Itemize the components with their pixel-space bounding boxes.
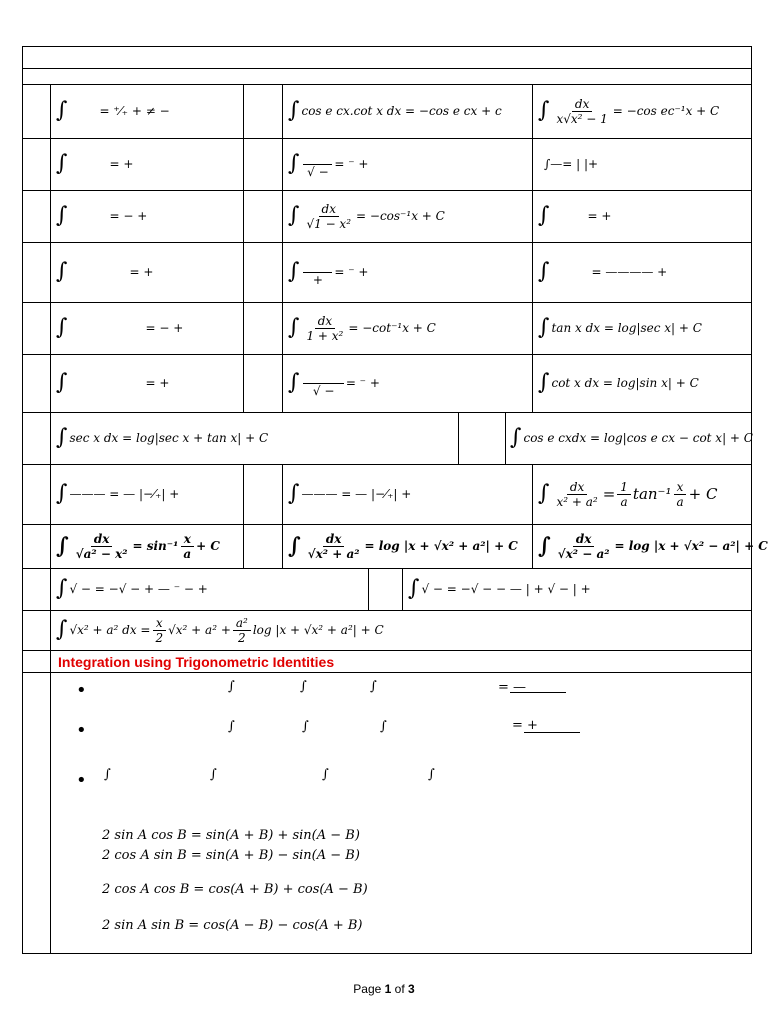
integral-sign: ∫ (300, 679, 307, 694)
formula-r6-c3 (538, 356, 750, 410)
identity-line: 2 cos A cos B = cos(A + B) + cos(A − B) (102, 882, 368, 897)
formula-text: log |x + √x² + a²| + C (252, 623, 384, 637)
fraction (673, 480, 686, 509)
formula-fragment: √ − = −√ − − — | + √ − | + (421, 582, 591, 596)
denominator: a (620, 494, 628, 509)
formula-r10-c2 (408, 570, 750, 608)
section-title: Integration using Trigonometric Identities (58, 654, 335, 670)
fraction-bar (510, 692, 566, 693)
formula-fragment: = ⁻ + (334, 265, 369, 279)
fraction (73, 532, 131, 561)
row-divider (22, 354, 752, 355)
formula-text: tan x dx = log|sec x| + C (551, 321, 702, 335)
formula-fragment: = ⁻ + (334, 157, 369, 171)
denominator: + (312, 272, 323, 287)
formula-fragment: = − + (109, 209, 148, 223)
integral-sign: ∫ (56, 617, 68, 642)
fraction (303, 369, 343, 398)
fraction (553, 97, 610, 126)
formula-r2-c1 (56, 140, 242, 188)
column-divider (532, 84, 533, 412)
formula-r3-c2 (288, 192, 530, 240)
numerator: dx (91, 532, 113, 547)
integral-sign: ∫ (56, 481, 68, 506)
formula-r6-c1 (56, 356, 242, 410)
formula-r5-c3 (538, 304, 750, 352)
integral-sign: ∫ (538, 98, 550, 123)
formula-text: = −cos ec⁻¹x + C (612, 104, 720, 118)
formula-fragment: √ − = −√ − + — ⁻ − + (69, 582, 208, 596)
integral-sign: ∫ (288, 151, 300, 176)
row-divider (22, 138, 752, 139)
formula-fragment: = + (512, 718, 538, 733)
fraction (555, 532, 613, 561)
numerator: dx (567, 480, 587, 495)
denominator: 2 (155, 630, 164, 645)
row-divider (22, 190, 752, 191)
fraction (152, 616, 166, 645)
formula-r8-c1 (56, 466, 242, 522)
formula-text: + C (196, 539, 220, 553)
formula-text: tan⁻¹ (632, 485, 672, 503)
formula-r2-c2 (288, 140, 530, 188)
formula-fragment: = + (109, 157, 134, 171)
integral-sign: ∫ (380, 719, 387, 734)
formula-fragment: = ———— + (591, 265, 668, 279)
numerator: dx (572, 97, 592, 112)
formula-r3-c1 (56, 192, 242, 240)
integral-sign: ∫ (288, 370, 300, 395)
row-divider (22, 302, 752, 303)
numerator: dx (315, 314, 335, 329)
integral-sign: ∫ (510, 425, 522, 450)
fraction (303, 202, 354, 231)
integral-sign: ∫ (538, 533, 551, 559)
integral-sign: ∫ (302, 719, 309, 734)
integral-sign: ∫ (288, 315, 300, 340)
formula-r2-c3 (544, 140, 750, 188)
denominator: 2 (238, 630, 246, 645)
integral-sign: ∫ (104, 767, 111, 782)
page-footer (0, 982, 768, 996)
denominator: √a² − x² (75, 546, 128, 561)
column-divider (458, 412, 459, 464)
formula-text: cos e cxdx = log|cos e cx − cot x| + C (523, 431, 753, 445)
row-divider (22, 568, 752, 569)
numerator: dx (573, 532, 595, 547)
integral-sign: ∫ (428, 767, 435, 782)
denominator: √1 − x² (306, 216, 352, 231)
identity-line: 2 sin A sin B = cos(A − B) − cos(A + B) (102, 918, 363, 933)
row-divider (22, 412, 752, 413)
denominator: x² + a² (556, 494, 598, 509)
row-divider (22, 464, 752, 465)
formula-fragment: ——— = — |−⁄₊| + (69, 487, 180, 501)
integral-sign: ∫ (288, 203, 300, 228)
denominator: 1 + x² (306, 328, 344, 343)
column-divider (50, 84, 51, 954)
row-divider (22, 524, 752, 525)
integral-sign: ∫ (56, 533, 69, 559)
numerator: x (181, 532, 194, 547)
formula-fragment: = — (498, 680, 527, 695)
formula-r8-c3 (538, 466, 750, 522)
equals-sign: = (602, 485, 616, 503)
formula-r7-right (510, 414, 752, 462)
formula-r1-c2 (288, 86, 530, 136)
numerator: 1 (617, 480, 631, 495)
formula-r9-c3 (538, 526, 768, 566)
column-divider (243, 84, 244, 412)
formula-fragment: = − + (145, 321, 184, 335)
integral-sign: ∫ (56, 98, 68, 123)
page-number: 1 (384, 982, 392, 996)
formula-r1-c1 (56, 86, 242, 136)
integral-sign: ∫ (288, 98, 300, 123)
row-divider (22, 242, 752, 243)
fraction (305, 532, 363, 561)
formula-fragment: = + (145, 376, 170, 390)
column-divider (532, 464, 533, 568)
integral-sign: ∫ (210, 767, 217, 782)
fraction-bar (524, 732, 580, 733)
numerator: x (674, 480, 687, 495)
denominator: x√x² − 1 (556, 111, 608, 126)
integral-sign: ∫ (228, 719, 235, 734)
formula-text: cos e cx.cot x dx = −cos e cx + c (301, 104, 502, 118)
bullet: • (76, 770, 87, 791)
formula-r9-c2 (288, 526, 530, 566)
numerator: dx (323, 532, 345, 547)
formula-text: √x² + a² dx = (69, 623, 151, 637)
formula-r8-c2 (288, 466, 530, 522)
formula-r4-c1 (56, 244, 242, 300)
bullet: • (76, 720, 87, 741)
fraction (233, 616, 251, 645)
integral-sign: ∫ (56, 151, 68, 176)
formula-r7-left (56, 414, 456, 462)
formula-fragment: = ⁻ + (345, 376, 380, 390)
numerator: x (153, 616, 166, 631)
numerator: a² (233, 616, 251, 631)
formula-r5-c2 (288, 304, 530, 352)
fraction (303, 314, 346, 343)
integral-sign: ∫ (538, 259, 550, 284)
fraction (617, 480, 631, 509)
numerator (303, 369, 343, 384)
formula-text: √x² + a² + (168, 623, 231, 637)
integral-sign: ∫ (56, 203, 68, 228)
formula-fragment: = + (129, 265, 154, 279)
fraction (180, 532, 194, 561)
formula-r9-c1 (56, 526, 242, 566)
formula-text: = sin⁻¹ (132, 539, 179, 553)
fraction (303, 258, 332, 287)
denominator: √ − (307, 164, 329, 179)
integral-sign: ∫ (56, 315, 68, 340)
formula-text: sec x dx = log|sec x + tan x| + C (69, 431, 269, 445)
fraction (303, 150, 332, 179)
formula-text: ∫—= | |+ (544, 157, 599, 171)
column-divider (282, 464, 283, 568)
footer-prefix: Page (353, 982, 385, 996)
page-total: 3 (408, 982, 415, 996)
formula-r11 (56, 612, 750, 648)
formula-r6-c2 (288, 356, 530, 410)
integral-sign: ∫ (288, 259, 300, 284)
row-divider (22, 672, 752, 673)
identity-line: 2 cos A sin B = sin(A + B) − sin(A − B) (102, 848, 360, 863)
formula-text: + C (688, 485, 718, 503)
row-divider (22, 84, 752, 85)
formula-r10-c1 (56, 570, 366, 608)
denominator: a (183, 546, 192, 561)
column-divider (402, 568, 403, 610)
integral-sign: ∫ (228, 679, 235, 694)
formula-r1-c3 (538, 86, 750, 136)
integral-sign: ∫ (538, 481, 550, 506)
denominator: a (676, 494, 684, 509)
integral-sign: ∫ (538, 203, 550, 228)
numerator: dx (319, 202, 339, 217)
formula-r4-c2 (288, 244, 530, 300)
column-divider (505, 412, 506, 464)
integral-sign: ∫ (288, 533, 301, 559)
formula-fragment: = + (587, 209, 612, 223)
formula-text: cot x dx = log|sin x| + C (551, 376, 699, 390)
integral-sign: ∫ (370, 679, 377, 694)
denominator: √x² + a² (307, 546, 360, 561)
column-divider (368, 568, 369, 610)
formula-text: = log |x + √x² − a²| + C (614, 539, 768, 553)
integral-sign: ∫ (408, 576, 420, 601)
denominator: √ − (312, 383, 335, 398)
formula-r5-c1 (56, 304, 242, 352)
formula-r3-c3 (538, 192, 750, 240)
numerator (303, 150, 332, 165)
formula-text: = −cos⁻¹x + C (356, 209, 445, 223)
column-divider (282, 84, 283, 412)
integral-sign: ∫ (56, 370, 68, 395)
formula-fragment: ——— = — |−⁄₊| + (301, 487, 412, 501)
formula-text: = log |x + √x² + a²| + C (364, 539, 518, 553)
row-divider (22, 68, 752, 69)
integral-sign: ∫ (56, 259, 68, 284)
denominator: √x² − a² (557, 546, 610, 561)
formula-fragment: = ⁺⁄₊ + ≠ − (99, 104, 170, 118)
formula-r4-c3 (538, 244, 750, 300)
integral-sign: ∫ (322, 767, 329, 782)
identity-line: 2 sin A cos B = sin(A + B) + sin(A − B) (102, 828, 360, 843)
integral-sign: ∫ (288, 481, 300, 506)
row-divider (22, 650, 752, 651)
integral-sign: ∫ (538, 370, 550, 395)
numerator (303, 258, 332, 273)
integral-sign: ∫ (56, 576, 68, 601)
column-divider (243, 464, 244, 568)
row-divider (22, 610, 752, 611)
integral-sign: ∫ (538, 315, 550, 340)
bullet: • (76, 680, 87, 701)
footer-middle: of (391, 982, 409, 996)
formula-text: = −cot⁻¹x + C (348, 321, 436, 335)
integral-sign: ∫ (56, 425, 68, 450)
fraction (553, 480, 600, 509)
